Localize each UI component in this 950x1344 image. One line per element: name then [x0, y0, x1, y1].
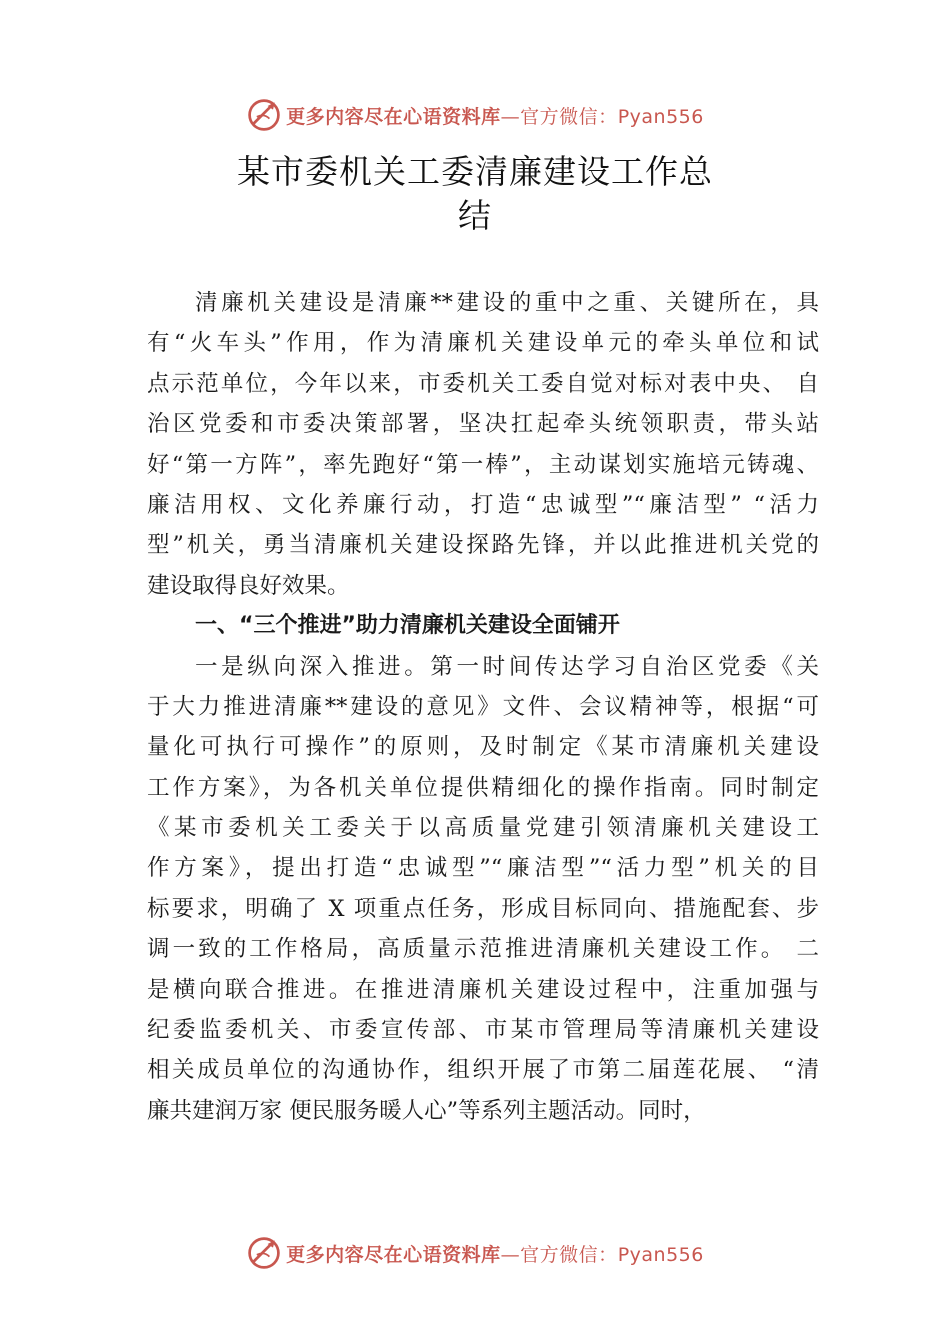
- title-line-2: 结: [458, 196, 492, 235]
- banner-label: 官方微信：: [520, 105, 618, 128]
- pen-logo-icon: [246, 1235, 282, 1271]
- banner-label: 官方微信：: [520, 1243, 618, 1266]
- body-line: 作方案》，提出打造“忠诚型”“廉洁型”“活力型”机关的目: [147, 855, 819, 882]
- pen-logo-icon: [246, 97, 282, 133]
- body-line: 廉共建润万家 便民服务暖人心”等系列主题活动。同时，: [147, 1097, 706, 1124]
- body-line: 标要求，明确了 X 项重点任务，形成目标同向、措施配套、步: [147, 895, 819, 922]
- banner-brand: 更多内容尽在心语资料库: [286, 1243, 501, 1266]
- banner-wechat-id: Pyan556: [617, 1243, 704, 1266]
- banner-brand: 更多内容尽在心语资料库: [286, 105, 501, 128]
- document-body: [147, 283, 819, 1131]
- section-heading: 一、“三个推进”助力清廉机关建设全面铺开: [195, 613, 620, 639]
- body-line: 清廉机关建设是清廉**建设的重中之重、关键所在，具: [195, 290, 819, 316]
- body-line: 廉洁用权、文化养廉行动，打造“忠诚型”“廉洁型” “活力: [147, 491, 819, 518]
- title-line-1: 某市委机关工委清廉建设工作总: [237, 152, 713, 191]
- body-line: 纪委监委机关、市委宣传部、市某市管理局等清廉机关建设: [147, 1017, 819, 1044]
- body-line: 相关成员单位的沟通协作，组织开展了市第二届莲花展、 “清: [147, 1057, 819, 1084]
- body-line: 调一致的工作格局，高质量示范推进清廉机关建设工作。 二: [147, 936, 819, 963]
- body-line: 《某市委机关工委关于以高质量党建引领清廉机关建设工: [147, 815, 819, 842]
- footer-banner: [0, 1233, 950, 1273]
- header-banner: [0, 95, 950, 135]
- banner-text: [286, 102, 704, 129]
- body-line: 一是纵向深入推进。第一时间传达学习自治区党委《关: [195, 653, 819, 680]
- banner-text: [286, 1240, 704, 1267]
- body-line: 治区党委和市委决策部署，坚决扛起牵头统领职责，带头站: [147, 411, 819, 438]
- body-line: 好“第一方阵”，率先跑好“第一棒”，主动谋划实施培元铸魂、: [147, 451, 819, 478]
- body-line: 工作方案》，为各机关单位提供精细化的操作指南。同时制定: [147, 774, 819, 801]
- body-line: 建设取得良好效果。: [147, 572, 350, 599]
- body-line: 点示范单位，今年以来，市委机关工委自觉对标对表中央、 自: [147, 370, 819, 397]
- body-line: 是横向联合推进。在推进清廉机关建设过程中，注重加强与: [147, 976, 819, 1003]
- banner-dash: —: [500, 105, 521, 128]
- document-title: [0, 150, 950, 238]
- body-line: 于大力推进清廉**建设的意见》文件、会议精神等，根据“可: [147, 693, 819, 720]
- body-line: 型”机关，勇当清廉机关建设探路先锋，并以此推进机关党的: [147, 532, 819, 559]
- body-line: 有“火车头”作用，作为清廉机关建设单元的牵头单位和试: [147, 330, 819, 357]
- body-line: 量化可执行可操作”的原则，及时制定《某市清廉机关建设: [147, 734, 819, 761]
- banner-dash: —: [500, 1243, 521, 1266]
- banner-wechat-id: Pyan556: [617, 105, 704, 128]
